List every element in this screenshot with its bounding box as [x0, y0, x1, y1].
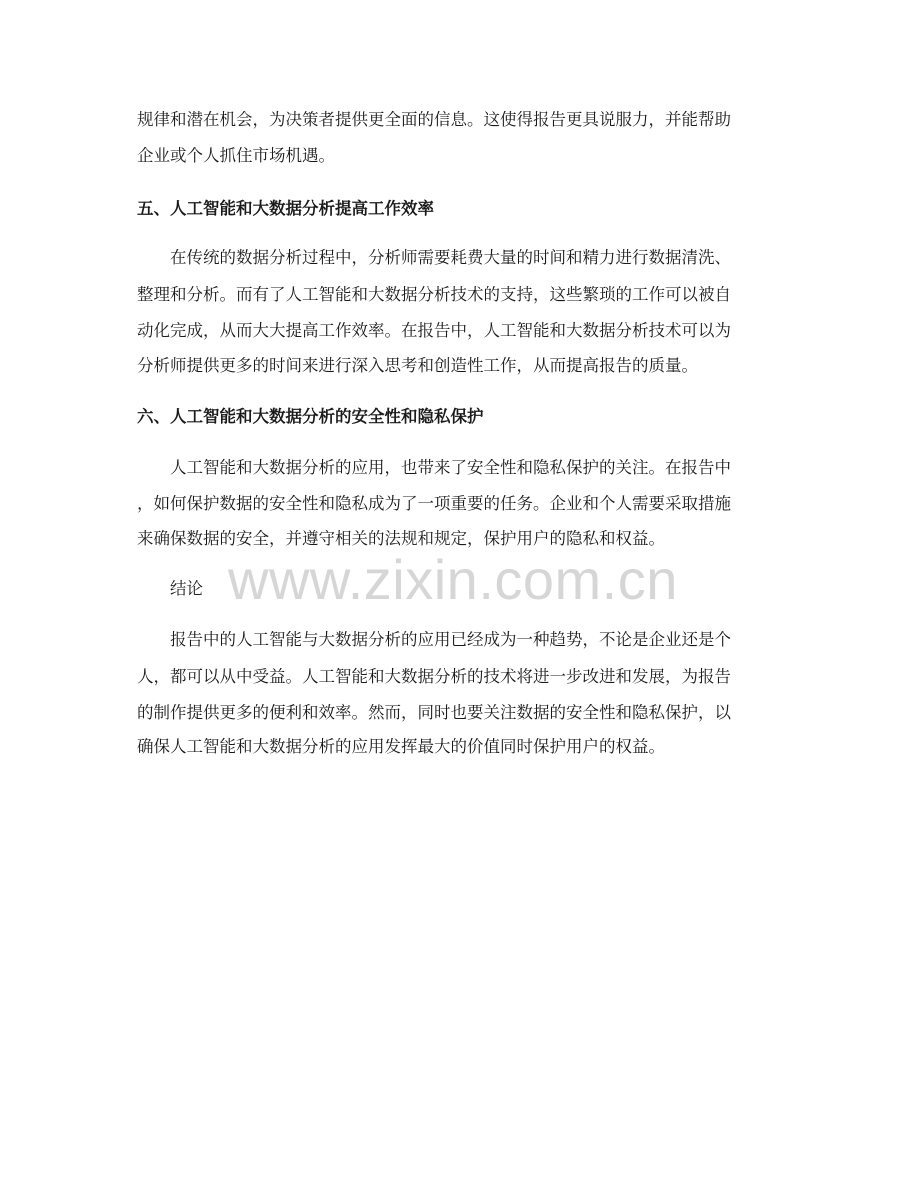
paragraph-line: 分析师提供更多的时间来进行深入思考和创造性工作，从而提高报告的质量。 [137, 356, 698, 375]
paragraph-line: 整理和分析。而有了人工智能和大数据分析技术的支持，这些繁琐的工作可以被自 [137, 285, 731, 304]
paragraph-line: 的制作提供更多的便利和效率。然而，同时也要关注数据的安全性和隐私保护，以 [137, 703, 731, 722]
paragraph-line: 企业或个人抓住市场机遇。 [137, 146, 335, 165]
paragraph-line: 人工智能和大数据分析的应用，也带来了安全性和隐私保护的关注。在报告中 [170, 458, 731, 477]
paragraph-line: 规律和潜在机会，为决策者提供更全面的信息。这使得报告更具说服力，并能帮助 [137, 110, 731, 129]
paragraph-line: 报告中的人工智能与大数据分析的应用已经成为一种趋势，不论是企业还是个 [170, 630, 731, 649]
paragraph-line: 在传统的数据分析过程中，分析师需要耗费大量的时间和精力进行数据清洗、 [170, 248, 731, 267]
paragraph-line: 动化完成，从而大大提高工作效率。在报告中，人工智能和大数据分析技术可以为 [137, 321, 731, 340]
section-heading: 六、人工智能和大数据分析的安全性和隐私保护 [137, 407, 484, 426]
section-heading: 五、人工智能和大数据分析提高工作效率 [137, 199, 434, 218]
watermark: www.zixin.com.cn [228, 548, 678, 611]
conclusion-heading: 结论 [170, 579, 203, 598]
paragraph-line: 确保人工智能和大数据分析的应用发挥最大的价值同时保护用户的权益。 [137, 737, 665, 756]
paragraph-line: 来确保数据的安全，并遵守相关的法规和规定，保护用户的隐私和权益。 [137, 529, 665, 548]
paragraph-line: ，如何保护数据的安全性和隐私成为了一项重要的任务。企业和个人需要采取措施 [137, 494, 731, 513]
paragraph-line: 人，都可以从中受益。人工智能和大数据分析的技术将进一步改进和发展，为报告 [137, 667, 731, 686]
